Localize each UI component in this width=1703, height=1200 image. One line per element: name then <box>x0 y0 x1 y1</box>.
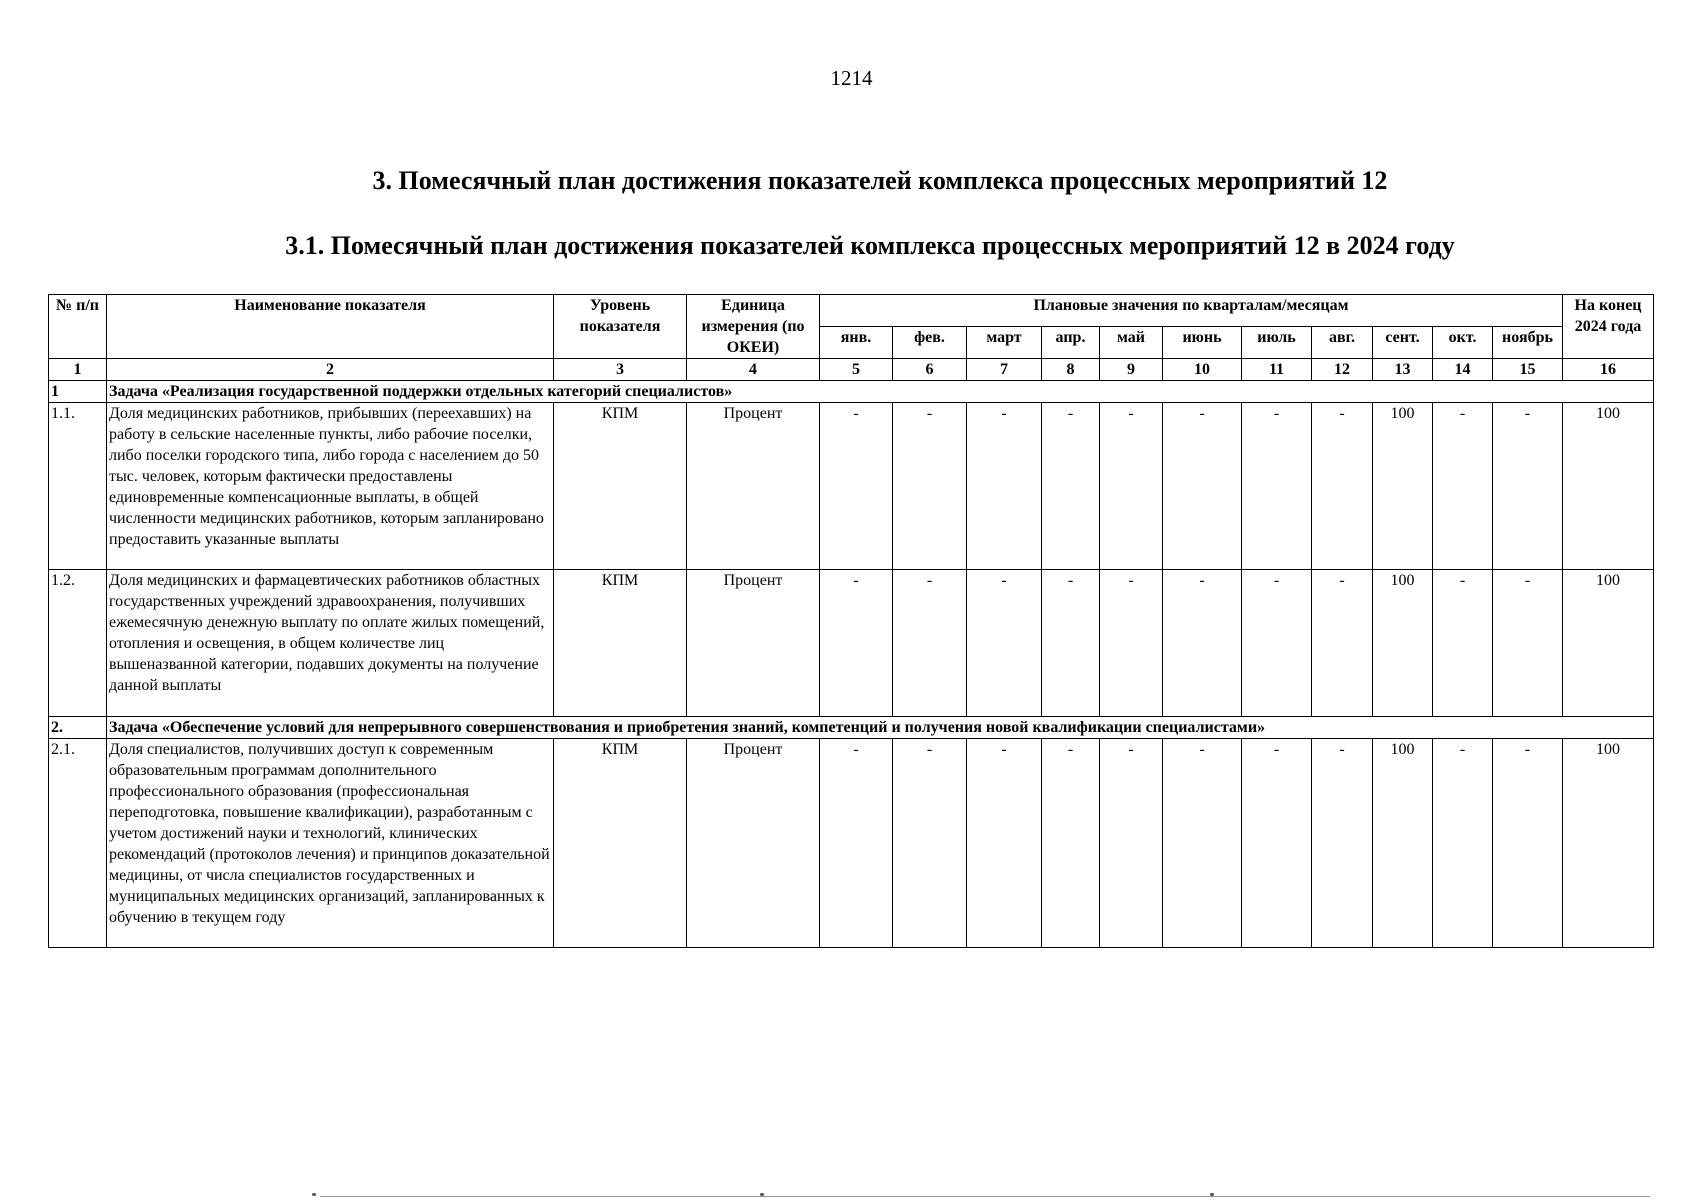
indicator-level: КПМ <box>554 739 687 948</box>
month-value: 100 <box>1373 403 1433 570</box>
row-num: 1.2. <box>49 570 107 717</box>
task-num: 1 <box>49 381 107 403</box>
indicator-unit: Процент <box>687 403 820 570</box>
column-numbers-row <box>49 359 1654 381</box>
indicator-level: КПМ <box>554 403 687 570</box>
month-value: - <box>967 570 1042 717</box>
header-level: Уровень показателя <box>554 295 687 359</box>
task-row <box>49 717 1654 739</box>
column-number: 7 <box>967 359 1042 381</box>
end-of-year-value: 100 <box>1563 403 1654 570</box>
column-number: 5 <box>820 359 893 381</box>
month-value: - <box>1163 739 1242 948</box>
row-num: 1.1. <box>49 403 107 570</box>
month-value: - <box>1042 403 1100 570</box>
month-value: 100 <box>1373 570 1433 717</box>
month-value: - <box>1042 739 1100 948</box>
month-value: - <box>1100 739 1163 948</box>
indicator-unit: Процент <box>687 739 820 948</box>
document-title: 3. Помесячный план достижения показателей комплекса процессных мероприятий 12 <box>372 166 1388 195</box>
header-month: янв. <box>820 327 893 359</box>
table-row <box>49 739 1654 948</box>
table-row <box>49 570 1654 717</box>
task-title: Задача «Реализация государственной поддержки отдельных категорий специалистов» <box>107 381 1654 403</box>
header-unit: Единица измерения (по ОКЕИ) <box>687 295 820 359</box>
month-value: - <box>893 739 967 948</box>
month-value: - <box>1163 403 1242 570</box>
month-value: - <box>820 739 893 948</box>
header-month: июнь <box>1163 327 1242 359</box>
column-number: 3 <box>554 359 687 381</box>
header-month: сент. <box>1373 327 1433 359</box>
month-value: - <box>820 403 893 570</box>
plan-table <box>48 294 1654 948</box>
header-name: Наименование показателя <box>107 295 554 359</box>
column-number: 4 <box>687 359 820 381</box>
column-number: 11 <box>1242 359 1312 381</box>
column-number: 16 <box>1563 359 1654 381</box>
table-row <box>49 403 1654 570</box>
month-value: - <box>1242 739 1312 948</box>
month-value: - <box>1242 403 1312 570</box>
end-of-year-value: 100 <box>1563 570 1654 717</box>
header-month: март <box>967 327 1042 359</box>
column-number: 10 <box>1163 359 1242 381</box>
task-title: Задача «Обеспечение условий для непрерывного совершенствования и приобретения знаний, компетенций и получения новой квалификации специалистами» <box>107 717 1654 739</box>
header-month: ноябрь <box>1493 327 1563 359</box>
row-num: 2.1. <box>49 739 107 948</box>
indicator-level: КПМ <box>554 570 687 717</box>
month-value: - <box>1100 570 1163 717</box>
end-of-year-value: 100 <box>1563 739 1654 948</box>
column-number: 12 <box>1312 359 1373 381</box>
month-value: - <box>1042 570 1100 717</box>
month-value: - <box>1433 403 1493 570</box>
month-value: - <box>967 403 1042 570</box>
header-month: окт. <box>1433 327 1493 359</box>
indicator-unit: Процент <box>687 570 820 717</box>
document-subtitle: 3.1. Помесячный план достижения показателей комплекса процессных мероприятий 12 в 2024 году <box>285 231 1455 260</box>
month-value: - <box>893 403 967 570</box>
header-num: № п/п <box>49 295 107 359</box>
month-value: - <box>1493 570 1563 717</box>
month-value: - <box>1163 570 1242 717</box>
indicator-name: Доля медицинских и фармацевтических работников областных государственных учреждений здравоохранения, получивших ежемесячную денежную выплату по оплате жилых помещений, отопления и освещения, в общем количестве лиц вышеназванной категории, подавших документы на получение данной выплаты <box>107 570 554 717</box>
header-row-1 <box>49 295 1654 327</box>
month-value: - <box>1433 739 1493 948</box>
month-value: - <box>1312 403 1373 570</box>
header-month: апр. <box>1042 327 1100 359</box>
header-end: На конец 2024 года <box>1563 295 1654 359</box>
task-num: 2. <box>49 717 107 739</box>
month-value: - <box>1493 739 1563 948</box>
month-value: - <box>1493 403 1563 570</box>
column-number: 13 <box>1373 359 1433 381</box>
month-value: 100 <box>1373 739 1433 948</box>
month-value: - <box>1433 570 1493 717</box>
header-planned: Плановые значения по кварталам/месяцам <box>820 295 1563 327</box>
column-number: 15 <box>1493 359 1563 381</box>
column-number: 1 <box>49 359 107 381</box>
scan-artifact-line <box>320 1196 1650 1197</box>
month-value: - <box>1312 739 1373 948</box>
header-month: фев. <box>893 327 967 359</box>
indicator-name: Доля медицинских работников, прибывших (переехавших) на работу в сельские населенные пункты, либо рабочие поселки, либо поселки городского типа, либо города с населением до 50 тыс. человек, которым фактически предоставлены единовременные компенсационные выплаты, в общей численности медицинских работников, которым запланировано предоставить указанные выплаты <box>107 403 554 570</box>
column-number: 2 <box>107 359 554 381</box>
header-month: май <box>1100 327 1163 359</box>
page-number: 1214 <box>830 66 873 90</box>
month-value: - <box>893 570 967 717</box>
month-value: - <box>1100 403 1163 570</box>
scan-artifact-dot <box>312 1193 316 1196</box>
month-value: - <box>1242 570 1312 717</box>
month-value: - <box>1312 570 1373 717</box>
month-value: - <box>967 739 1042 948</box>
scan-artifact-dot <box>1210 1193 1214 1196</box>
column-number: 6 <box>893 359 967 381</box>
month-value: - <box>820 570 893 717</box>
indicator-name: Доля специалистов, получивших доступ к современным образовательным программам дополнительного профессионального образования (профессиональная переподготовка, повышение квалификации), разработанным с учетом достижений науки и технологий, клинических рекомендаций (протоколов лечения) и принципов доказательной медицины, от числа специалистов государственных и муниципальных медицинских организаций, запланированных к обучению в текущем году <box>107 739 554 948</box>
scan-artifact-dot <box>760 1193 764 1196</box>
header-month: авг. <box>1312 327 1373 359</box>
column-number: 9 <box>1100 359 1163 381</box>
header-month: июль <box>1242 327 1312 359</box>
column-number: 14 <box>1433 359 1493 381</box>
column-number: 8 <box>1042 359 1100 381</box>
task-row <box>49 381 1654 403</box>
